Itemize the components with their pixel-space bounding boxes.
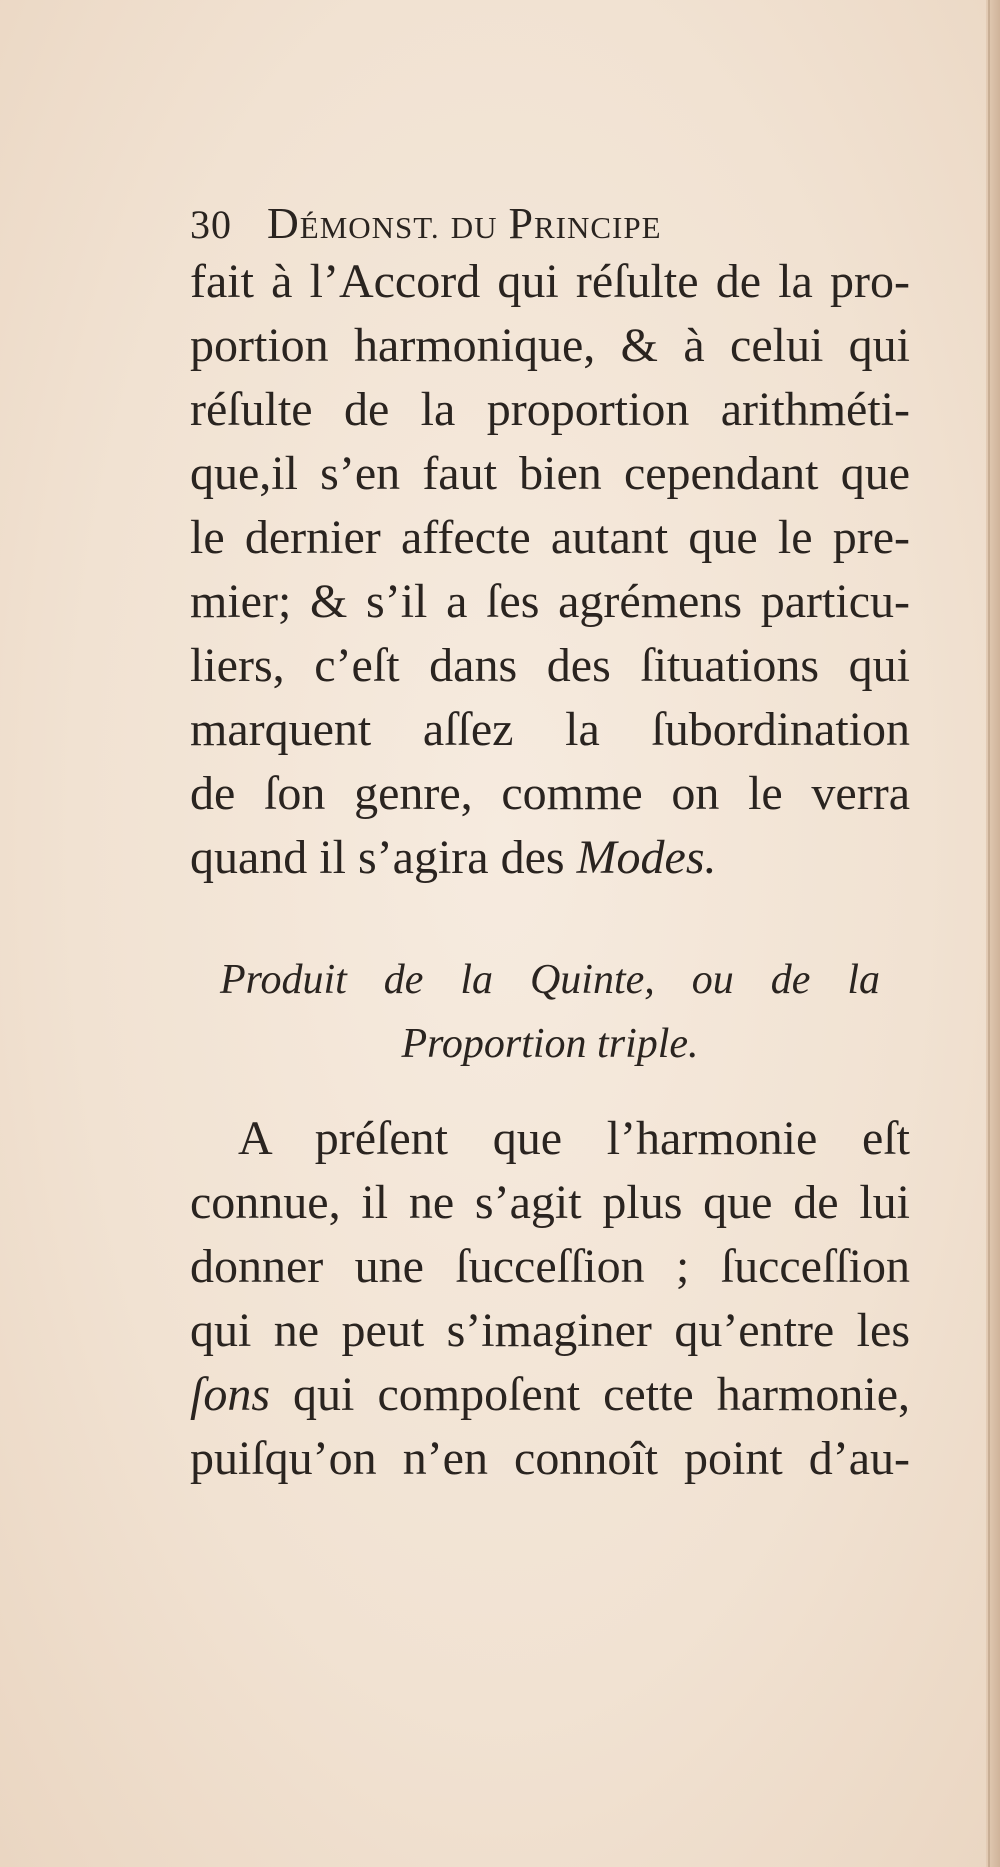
header-word3-initial: P	[508, 199, 534, 248]
text-line: que,il s’en faut bien cependant que	[190, 447, 910, 500]
text-line: portion harmonique, & à celui qui	[190, 319, 910, 372]
header-word1-rest: ÉMONST.	[299, 210, 440, 245]
text-line: puiſqu’on n’en connoît point d’au-	[190, 1432, 910, 1485]
paragraph-2	[190, 1107, 910, 1491]
text-line: liers, c’eſt dans des ſituations qui	[190, 639, 910, 692]
heading-line-2: Proportion triple.	[401, 1021, 699, 1067]
text-line: marquent aſſez la ſubordination	[190, 703, 910, 756]
text-line: le dernier affecte autant que le pre-	[190, 511, 910, 564]
text-line	[190, 826, 910, 890]
italic-term: Modes.	[576, 831, 717, 884]
text-line: de ſon genre, comme on le verra	[190, 767, 910, 820]
section-heading	[190, 948, 910, 1076]
text-line: donner une ſucceſſion ; ſucceſſion	[190, 1240, 910, 1293]
page-edge-line	[988, 0, 990, 1867]
text-line: mier; & s’il a ſes agrémens particu-	[190, 575, 910, 628]
header-word1-initial: D	[267, 199, 300, 248]
header-word2: DU	[450, 210, 498, 245]
text-line: A préſent que l’harmonie eſt	[238, 1112, 910, 1165]
text-line: qui ne peut s’imaginer qu’entre les	[190, 1304, 910, 1357]
text-line: connue, il ne s’agit plus que de lui	[190, 1176, 910, 1229]
text-run: qui compoſent cette harmonie,	[270, 1368, 910, 1421]
italic-term: ſons	[190, 1368, 271, 1421]
paragraph-1	[190, 250, 910, 890]
text-line	[190, 1363, 910, 1427]
running-header	[190, 198, 662, 249]
text-line: fait à l’Accord qui réſulte de la pro-	[190, 255, 910, 308]
page-number: 30	[190, 202, 232, 247]
text-run: quand il s’agira des	[190, 831, 577, 884]
heading-line-1: Produit de la Quinte, ou de la	[220, 957, 880, 1003]
text-line: réſulte de la proportion arithméti-	[190, 383, 910, 436]
header-word3-rest: RINCIPE	[533, 210, 662, 245]
